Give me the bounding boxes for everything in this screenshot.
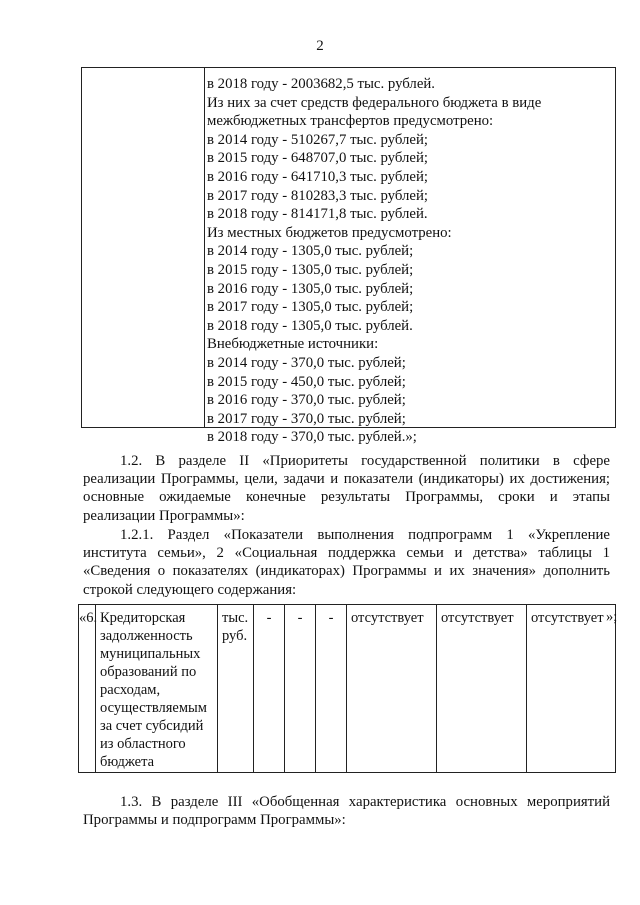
value-cell-5 bbox=[436, 605, 526, 772]
budget-line: в 2014 году - 370,0 тыс. рублей; bbox=[207, 354, 406, 371]
budget-line: в 2015 году - 648707,0 тыс. рублей; bbox=[207, 150, 429, 167]
indicator-name-line: за счет субсидий bbox=[100, 718, 204, 734]
budget-line: в 2015 году - 1305,0 тыс. рублей; bbox=[207, 261, 414, 278]
unit-line: тыс. bbox=[222, 610, 249, 626]
row-number: «6. bbox=[79, 610, 98, 626]
value-cell-6 bbox=[526, 605, 618, 772]
budget-line: межбюджетных трансфертов предусмотрено: bbox=[207, 113, 494, 130]
value-cell-2 bbox=[284, 605, 315, 772]
paragraph-line: реализации Программы, цели, задачи и показатели (индикаторы) их достижения; bbox=[83, 471, 610, 488]
indicator-name-line: задолженность bbox=[100, 628, 193, 644]
dash-value: - bbox=[266, 610, 272, 626]
absence-value: отсутствует bbox=[351, 610, 424, 626]
budget-line: в 2018 году - 814171,8 тыс. рублей. bbox=[207, 206, 428, 223]
indicator-name-line: муниципальных bbox=[100, 646, 201, 662]
indicator-name-cell bbox=[95, 605, 217, 772]
budget-line: Внебюджетные источники: bbox=[207, 336, 379, 353]
budget-line: в 2017 году - 1305,0 тыс. рублей; bbox=[207, 299, 414, 316]
budget-line: в 2016 году - 370,0 тыс. рублей; bbox=[207, 392, 406, 409]
indicator-name-line: осуществляемым bbox=[100, 700, 207, 716]
dash-value: - bbox=[328, 610, 334, 626]
budget-table bbox=[81, 67, 616, 446]
paragraph-line: института семьи», 2 «Социальная поддержка семьи и детства» таблицы 1 bbox=[83, 545, 610, 562]
paragraph-line: Программы и подпрограмм Программы»: bbox=[83, 812, 346, 829]
closing-quote: »; bbox=[606, 609, 618, 625]
indicator-name-line: Кредиторская bbox=[100, 610, 186, 626]
paragraph-line: реализации Программы»: bbox=[83, 507, 245, 524]
indicator-name-line: из областного bbox=[100, 736, 186, 752]
budget-line: в 2018 году - 2003682,5 тыс. рублей. bbox=[207, 76, 436, 92]
page-number: 2 bbox=[316, 38, 324, 54]
budget-line: в 2016 году - 1305,0 тыс. рублей; bbox=[207, 280, 414, 297]
value-cell-3 bbox=[315, 605, 346, 772]
paragraph-line: строкой следующего содержания: bbox=[83, 581, 297, 598]
indicator-name-line: образований по bbox=[100, 664, 197, 680]
budget-line: в 2018 году - 370,0 тыс. рублей.»; bbox=[207, 429, 417, 446]
budget-line: Из них за счет средств федерального бюджета в виде bbox=[207, 94, 542, 111]
budget-line: в 2017 году - 370,0 тыс. рублей; bbox=[207, 410, 406, 427]
paragraph-line: 1.2. В разделе II «Приоритеты государственной политики в сфере bbox=[120, 453, 610, 469]
budget-line: в 2014 году - 1305,0 тыс. рублей; bbox=[207, 243, 414, 260]
value-cell-4 bbox=[346, 605, 436, 772]
paragraph-line: «Сведения о показателях (индикаторах) Программы и их значения» дополнить bbox=[83, 563, 610, 580]
row-number-cell bbox=[79, 605, 98, 772]
paragraph-line: основные ожидаемые конечные результаты Программы, сроки и этапы bbox=[83, 489, 610, 506]
budget-line: в 2017 году - 810283,3 тыс. рублей; bbox=[207, 187, 429, 204]
dash-value: - bbox=[297, 610, 303, 626]
value-cell-1 bbox=[253, 605, 284, 772]
unit-line: руб. bbox=[222, 628, 248, 644]
budget-text-cell bbox=[207, 75, 611, 447]
indicator-name-line: расходам, bbox=[100, 682, 161, 698]
absence-value: отсутствует bbox=[441, 610, 514, 626]
section-1-3-paragraph bbox=[83, 793, 610, 829]
budget-line: в 2014 году - 510267,7 тыс. рублей; bbox=[207, 131, 429, 148]
budget-line: Из местных бюджетов предусмотрено: bbox=[207, 224, 452, 241]
paragraph-line: 1.2.1. Раздел «Показатели выполнения подпрограмм 1 «Укрепление bbox=[120, 527, 610, 543]
budget-line: в 2015 году - 450,0 тыс. рублей; bbox=[207, 373, 406, 390]
indicator-name-line: бюджета bbox=[100, 754, 155, 770]
absence-value: отсутствует bbox=[531, 610, 604, 626]
unit-cell bbox=[217, 605, 253, 772]
table-column-divider bbox=[204, 68, 205, 427]
budget-line: в 2016 году - 641710,3 тыс. рублей; bbox=[207, 168, 429, 185]
section-1-2-1-paragraph bbox=[83, 526, 610, 599]
section-1-2-paragraph bbox=[83, 452, 610, 525]
paragraph-line: 1.3. В разделе III «Обобщенная характеристика основных мероприятий bbox=[120, 794, 610, 810]
indicator-table-row bbox=[78, 604, 616, 773]
budget-line: в 2018 году - 1305,0 тыс. рублей. bbox=[207, 317, 413, 334]
